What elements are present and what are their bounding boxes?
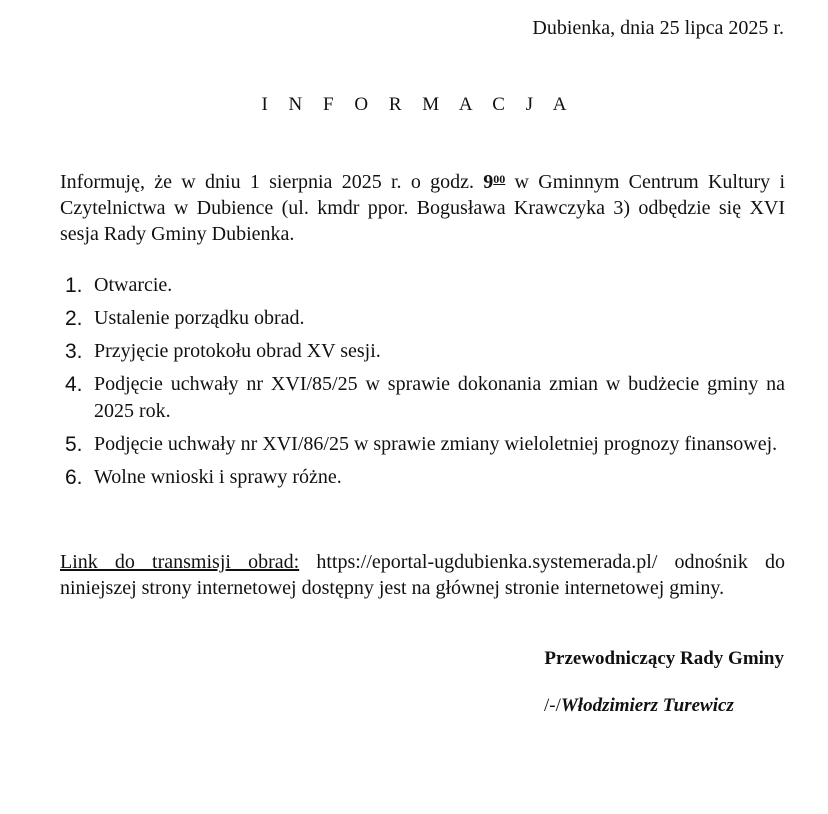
- agenda-item: [60, 464, 785, 491]
- signature-prefix: /-/: [544, 695, 561, 716]
- agenda-item-number: 4.: [65, 373, 83, 396]
- intro-text-start: Informuję, że w dniu 1 sierpnia 2025 r. o godz.: [60, 171, 484, 193]
- transmission-label: Link do transmisji obrad:: [60, 551, 300, 573]
- agenda-item-number: 1.: [65, 274, 83, 297]
- agenda-item-text: Otwarcie.: [94, 274, 173, 296]
- agenda-item: [60, 431, 785, 458]
- intro-text-end: w Gminnym Centrum Kultury i Czytelnictwa w Dubience (ul. kmdr ppor. Bogusława Krawczyka 3) odbędzie się XVI sesja Rady Gminy Dubienka.: [60, 171, 786, 245]
- agenda-item: [60, 338, 785, 365]
- agenda-list: [60, 272, 785, 497]
- agenda-item-number: 2.: [65, 307, 83, 330]
- agenda-item: [60, 305, 785, 332]
- intro-paragraph: [60, 169, 785, 247]
- signatory-name: Włodzimierz Turewicz: [560, 695, 734, 716]
- signatory-role: Przewodniczący Rady Gminy: [544, 648, 784, 669]
- signature-line: [544, 693, 734, 719]
- transmission-paragraph: [60, 549, 785, 601]
- session-time-minutes: 00: [493, 172, 506, 186]
- session-time-hour: 9: [483, 171, 494, 193]
- agenda-item-text: Przyjęcie protokołu obrad XV sesji.: [94, 340, 381, 362]
- transmission-note: odnośnik do niniejszej strony internetowej dostępny jest na głównej stronie internetowej gminy.: [60, 551, 786, 599]
- agenda-item-text: Podjęcie uchwały nr XVI/85/25 w sprawie dokonania zmian w budżecie gminy na 2025 rok.: [94, 373, 785, 422]
- agenda-item-number: 3.: [65, 340, 83, 363]
- agenda-item-text: Wolne wnioski i sprawy różne.: [94, 466, 342, 488]
- document-title: I N F O R M A C J A: [261, 94, 575, 115]
- session-time: [483, 171, 505, 193]
- document-date: Dubienka, dnia 25 lipca 2025 r.: [532, 17, 784, 39]
- agenda-item-number: 5.: [65, 433, 83, 456]
- agenda-item-text: Podjęcie uchwały nr XVI/86/25 w sprawie zmiany wieloletniej prognozy finansowej.: [94, 433, 778, 455]
- agenda-item: [60, 371, 785, 425]
- transmission-url[interactable]: https://eportal-ugdubienka.systemerada.pl/: [316, 551, 658, 573]
- agenda-item-number: 6.: [65, 466, 83, 489]
- agenda-item: [60, 272, 785, 299]
- agenda-item-text: Ustalenie porządku obrad.: [94, 307, 305, 329]
